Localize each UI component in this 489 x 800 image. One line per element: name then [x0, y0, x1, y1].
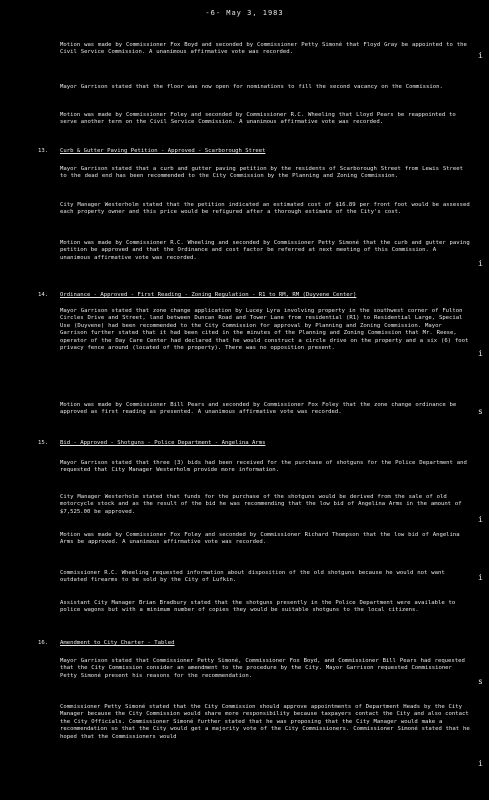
paragraph-text: City Manager Westerholm stated that funds for the purchase of the shotguns would be derived from the sale of old motorcycle stock and as the result of the bid he was recommending that the low bid of Angelina Arms in the amount of $7,525.00 be approved. — [60, 494, 462, 515]
margin-mark: i — [478, 515, 483, 524]
paragraph-text: City Manager Westerholm stated that the petition indicated an estimated cost of $16.89 per front foot would be assessed each property owner and this price would be refigured after a thorough estimate of the City's cost. — [60, 202, 470, 216]
paragraph-text: Mayor Garrison stated that the floor was now open for nominations to fill the second vacancy on the Commission. — [60, 84, 443, 90]
item-title: Ordinance - Approved - First Reading - Zoning Regulation - R1 to RM, RM (Duyvene Center) — [60, 292, 357, 298]
paragraph-text: Motion was made by Commissioner Fox Boyd and seconded by Commissioner Petty Simoné that Floyd Gray be appointed to the Civil Service Commission. A unanimous affirmative vote was recorded. — [60, 42, 467, 56]
paragraph-text: Motion was made by Commissioner Bill Pears and seconded by Commissioner Fox Foley that the zone change ordinance be approved as first reading as presented. A unanimous affirmative vote was recorded. — [60, 402, 457, 416]
intro-paragraph-3 — [60, 112, 470, 127]
paragraph-text: Motion was made by Commissioner Foley and seconded by Commissioner R.C. Wheeling that Lloyd Pears be reappointed to serve another term on the Civil Service Commission. A unanimous affirmative vote was recorded. — [60, 112, 456, 126]
margin-mark: i — [478, 349, 483, 358]
item-title: Curb & Gutter Paving Petition - Approved - Scarborough Street — [60, 148, 266, 154]
item-number: 15. — [38, 440, 49, 446]
item-15-paragraph-2 — [60, 494, 470, 516]
item-14-paragraph-2 — [60, 402, 470, 417]
paragraph-text: Mayor Garrison stated that three (3) bids had been received for the purchase of shotguns for the Police Department and requested that City Manager Westerholm provide more information. — [60, 460, 467, 474]
item-heading-13 — [38, 148, 478, 155]
paragraph-text: Assistant City Manager Brian Bradbury stated that the shotguns presently in the Police Department were available to police wagons but with a minimum number of copies they would be suitable shotguns to the local citizens. — [60, 600, 456, 614]
item-number: 14. — [38, 292, 49, 298]
margin-mark: i — [478, 759, 483, 768]
item-heading-15 — [38, 440, 478, 447]
item-title: Bid - Approved - Shotguns - Police Department - Angelina Arms — [60, 440, 266, 446]
margin-mark: s — [478, 407, 483, 416]
item-14-paragraph-1 — [60, 308, 470, 352]
item-16-paragraph-2 — [60, 704, 470, 741]
intro-paragraph-1 — [60, 42, 470, 57]
item-15-paragraph-1 — [60, 460, 470, 475]
paragraph-text: Mayor Garrison stated that zone change application by Lucey Lyra involving property in the southwest corner of Fulton Circles Drive and Street, land between Duncan Road and Tower Lane from residential (R1) to Residential Large, Special Use (Duyvene) had been recommended to the City Commission for approval by Planning and Zoning Commission. Mayor Garrison further stated that it had been cited in the minutes of the Planning and Zoning Commission that Mr. Reese, operator of the Day Care Center had declared that he would construct a circle drive on the property and a six (6) foot privacy fence around (located of the property). There was no opposition present. — [60, 308, 469, 352]
item-16-paragraph-1 — [60, 658, 470, 680]
margin-mark: s — [478, 677, 483, 686]
margin-mark: i — [478, 259, 483, 268]
item-13-paragraph-1 — [60, 166, 470, 181]
intro-paragraph-2 — [60, 84, 470, 91]
item-15-paragraph-4 — [60, 570, 470, 585]
item-13-paragraph-3 — [60, 240, 470, 262]
item-number: 13. — [38, 148, 49, 154]
item-heading-16 — [38, 640, 478, 647]
item-number: 16. — [38, 640, 49, 646]
paragraph-text: Commissioner R.C. Wheeling requested information about disposition of the old shotguns because he would not want outdated firearms to be sold by the City of Lufkin. — [60, 570, 445, 584]
page-header: -6- May 3, 1983 — [205, 9, 284, 17]
paragraph-text: Motion was made by Commissioner Fox Foley and seconded by Commissioner Richard Thompson that the low bid of Angelina Arms be approved. A unanimous affirmative vote was recorded. — [60, 532, 460, 546]
item-15-paragraph-5 — [60, 600, 470, 615]
margin-mark: i — [478, 573, 483, 582]
item-heading-14 — [38, 292, 478, 299]
item-title: Amendment to City Charter - Tabled — [60, 640, 175, 646]
paragraph-text: Motion was made by Commissioner R.C. Wheeling and seconded by Commissioner Petty Simoné that the curb and gutter paving petition be approved and that the Ordinance and cost factor be referred at next meeting of this Commission. A unanimous affirmative vote was recorded. — [60, 240, 470, 261]
paragraph-text: Commissioner Petty Simoné stated that the City Commission should approve appointments of Department Heads by the City Manager because the City Commission would share more responsibility because taxpayers contact the City and also contact the City Officials. Commissioner Simoné further stated that he was proposing that the City Manager would make a recommendation so that the City would get a majority vote of the City Commissioners. Commissioner Simoné stated that he hoped that the Commissioners would — [60, 704, 470, 740]
item-15-paragraph-3 — [60, 532, 470, 547]
margin-mark: i — [478, 51, 483, 60]
paragraph-text: Mayor Garrison stated that a curb and gutter paving petition by the residents of Scarborough Street from Lewis Street to the dead end has been recommended to the City Commission by the Planning and Zoning Commission. — [60, 166, 464, 180]
paragraph-text: Mayor Garrison stated that Commissioner Petty Simoné, Commissioner Fox Boyd, and Commissioner Bill Pears had requested that the City Commission consider an amendment to the procedure by the City. Mayor Garrison requested Commissioner Petty Simoné present his reasons for the recommendation. — [60, 658, 465, 679]
item-13-paragraph-2 — [60, 202, 470, 217]
